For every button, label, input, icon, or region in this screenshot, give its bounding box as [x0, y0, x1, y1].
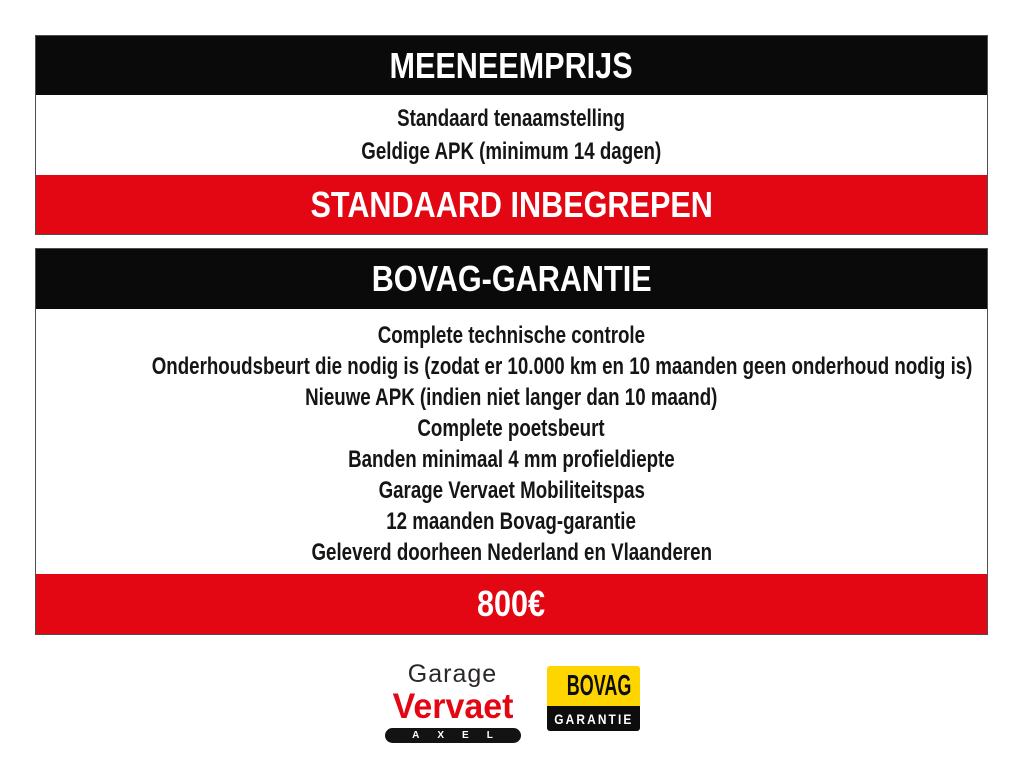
bovag-logo-sub-cell: GARANTIE	[547, 706, 640, 731]
meeneemprijs-body	[36, 95, 987, 175]
price-bar	[36, 574, 987, 634]
price-value: 800€	[477, 583, 546, 624]
garantie-item: Complete technische controle	[377, 322, 646, 349]
garantie-item: Complete poetsbeurt	[417, 415, 606, 442]
garantie-item: Garage Vervaet Mobiliteitspas	[378, 477, 645, 504]
included-item: Geldige APK (minimum 14 dagen)	[361, 138, 662, 165]
included-item: Standaard tenaamstelling	[397, 105, 626, 132]
garage-vervaet-logo	[385, 662, 521, 743]
meeneemprijs-header-bar	[36, 36, 987, 95]
footer-logos	[0, 662, 1024, 743]
vervaet-logo-word: Vervaet	[392, 687, 513, 726]
bovag-logo-name-cell: BOVAG	[547, 666, 640, 706]
axel-badge	[385, 728, 521, 743]
garantie-item: Onderhoudsbeurt die nodig is (zodat er 10.000 km en 10 maanden geen onderhoud nodig is)	[151, 353, 973, 380]
garage-logo-word: Garage	[407, 660, 498, 688]
bovag-garantie-body	[36, 309, 987, 574]
bovag-garantie-header-bar	[36, 249, 987, 309]
section-bovag-garantie	[35, 248, 988, 635]
garantie-item: Geleverd doorheen Nederland en Vlaanderen	[311, 539, 712, 566]
bovag-garantie-title: BOVAG-GARANTIE	[371, 258, 652, 299]
bovag-garantie-logo	[547, 666, 640, 731]
garantie-item: Nieuwe APK (indien niet langer dan 10 maand)	[305, 384, 718, 411]
meeneemprijs-title: MEENEEMPRIJS	[389, 44, 634, 86]
standaard-inbegrepen-bar	[36, 175, 987, 234]
axel-badge-label: AXEL	[412, 729, 511, 741]
standaard-inbegrepen-label: STANDAARD INBEGREPEN	[310, 183, 713, 225]
section-meeneemprijs	[35, 35, 988, 235]
garantie-item: Banden minimaal 4 mm profieldiepte	[348, 446, 675, 473]
garantie-item: 12 maanden Bovag-garantie	[386, 508, 637, 535]
